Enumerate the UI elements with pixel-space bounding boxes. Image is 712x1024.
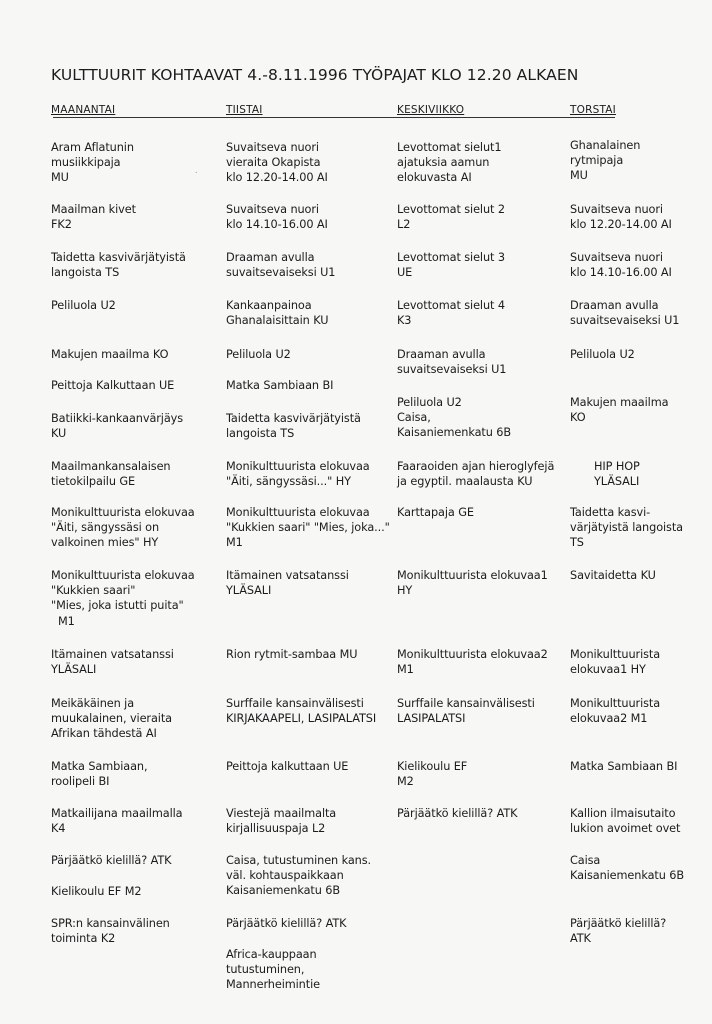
tuesday-entry: Rion rytmit-sambaa MU: [226, 648, 358, 661]
tuesday-entry: Pärjäätkö kielillä? ATK: [226, 917, 347, 930]
header-monday: MAANANTAI: [51, 104, 116, 116]
monday-entry: Pärjäätkö kielillä? ATK: [51, 854, 172, 867]
wednesday-entry: Peliluola U2 Caisa, Kaisaniemenkatu 6B: [397, 396, 512, 440]
wednesday-entry: Levottomat sielut 3 UE: [397, 251, 505, 280]
wednesday-entry: Monikulttuurista elokuvaa1 HY: [397, 569, 548, 598]
header-wednesday: KESKIVIIKKO: [397, 104, 465, 116]
tuesday-entry: Matka Sambiaan BI: [226, 379, 334, 392]
tuesday-entry: Viestejä maailmalta kirjallisuuspaja L2: [226, 807, 337, 836]
wednesday-entry: Karttapaja GE: [397, 506, 474, 519]
monday-entry: SPR:n kansainvälinen toiminta K2: [51, 917, 170, 946]
monday-entry: Monikulttuurista elokuvaa "Äiti, sängyssäsi on valkoinen mies" HY: [51, 506, 195, 550]
thursday-entry: Monikulttuurista elokuvaa1 HY: [570, 648, 661, 677]
tuesday-entry: Taidetta kasvivärjätyistä langoista TS: [226, 412, 361, 441]
thursday-entry: Ghanalainen rytmipaja MU: [570, 139, 641, 183]
monday-entry: Itämainen vatsatanssi YLÄSALI: [51, 648, 174, 677]
monday-entry: Peittoja Kalkuttaan UE: [51, 379, 175, 392]
wednesday-entry: Levottomat sielut 4 K3: [397, 299, 505, 328]
tuesday-entry: Surffaile kansainvälisesti KIRJAKAAPELI, LASIPALATSI: [226, 697, 377, 726]
tuesday-entry: Peittoja kalkuttaan UE: [226, 760, 349, 773]
tuesday-entry: Kankaanpainoa Ghanalaisittain KU: [226, 299, 329, 328]
monday-entry: Aram Aflatunin musiikkipaja MU: [51, 141, 134, 185]
stray-mark: ˙: [194, 172, 199, 182]
thursday-entry: Suvaitseva nuori klo 14.10-16.00 AI: [570, 251, 672, 280]
header-tuesday: TIISTAI: [226, 104, 263, 116]
thursday-entry: Monikulttuurista elokuvaa2 M1: [570, 697, 661, 726]
wednesday-entry: Monikulttuurista elokuvaa2 M1: [397, 648, 548, 677]
monday-entry: Taidetta kasvivärjätyistä langoista TS: [51, 251, 186, 280]
thursday-entry: Suvaitseva nuori klo 12.20-14.00 AI: [570, 203, 672, 232]
monday-entry: Maailman kivet FK2: [51, 203, 136, 232]
wednesday-entry: Levottomat sielut 2 L2: [397, 203, 505, 232]
tuesday-entry: Suvaitseva nuori klo 14.10-16.00 AI: [226, 203, 328, 232]
tuesday-entry: Africa-kauppaan tutustuminen, Mannerheimintie: [226, 948, 320, 992]
thursday-entry: HIP HOP YLÄSALI: [594, 460, 640, 489]
monday-entry: Makujen maailma KO: [51, 348, 169, 361]
thursday-entry: Caisa Kaisaniemenkatu 6B: [570, 854, 685, 883]
thursday-entry: Kallion ilmaisutaito lukion avoimet ovet: [570, 807, 681, 836]
monday-entry: Matka Sambiaan, roolipeli BI: [51, 760, 148, 789]
monday-entry: Peliluola U2: [51, 299, 116, 312]
thursday-entry: Peliluola U2: [570, 348, 635, 361]
tuesday-entry: Draaman avulla suvaitsevaiseksi U1: [226, 251, 336, 280]
monday-entry: Batiikki-kankaanvärjäys KU: [51, 412, 184, 441]
tuesday-entry: Peliluola U2: [226, 348, 291, 361]
thursday-entry: Pärjäätkö kielillä? ATK: [570, 917, 667, 946]
wednesday-entry: Faaraoiden ajan hieroglyfejä ja egyptil. maalausta KU: [397, 460, 555, 489]
tuesday-entry: Suvaitseva nuori vieraita Okapista klo 12.20-14.00 AI: [226, 141, 328, 185]
tuesday-entry: Caisa, tutustuminen kans. väl. kohtauspaikkaan Kaisaniemenkatu 6B: [226, 854, 371, 898]
tuesday-entry: Monikulttuurista elokuvaa "Kukkien saari" "Mies, joka..." M1: [226, 506, 390, 550]
monday-entry: Kielikoulu EF M2: [51, 885, 142, 898]
thursday-entry: Draaman avulla suvaitsevaiseksi U1: [570, 299, 680, 328]
monday-entry: Monikulttuurista elokuvaa "Kukkien saari" "Mies, joka istutti puita" M1: [51, 569, 195, 628]
thursday-entry: Taidetta kasvi- värjätyistä langoista TS: [570, 506, 683, 550]
wednesday-entry: Levottomat sielut1 ajatuksia aamun elokuvasta AI: [397, 141, 502, 185]
wednesday-entry: Pärjäätkö kielillä? ATK: [397, 807, 518, 820]
wednesday-entry: Kielikoulu EF M2: [397, 760, 468, 789]
thursday-entry: Savitaidetta KU: [570, 569, 656, 582]
thursday-entry: Matka Sambiaan BI: [570, 760, 678, 773]
tuesday-entry: Itämainen vatsatanssi YLÄSALI: [226, 569, 349, 598]
page-title: KULTTUURIT KOHTAAVAT 4.-8.11.1996 TYÖPAJAT KLO 12.20 ALKAEN: [51, 66, 579, 84]
header-thursday: TORSTAI: [570, 104, 616, 116]
wednesday-entry: Draaman avulla suvaitsevaiseksi U1: [397, 348, 507, 377]
monday-entry: Maailmankansalaisen tietokilpailu GE: [51, 460, 171, 489]
wednesday-entry: Surffaile kansainvälisesti LASIPALATSI: [397, 697, 535, 726]
monday-entry: Meikäkäinen ja muukalainen, vieraita Afrikan tähdestä AI: [51, 697, 172, 741]
monday-entry: Matkailijana maailmalla K4: [51, 807, 183, 836]
header-rule: [53, 117, 615, 118]
thursday-entry: Makujen maailma KO: [570, 396, 669, 425]
tuesday-entry: Monikulttuurista elokuvaa "Äiti, sängyssäsi..." HY: [226, 460, 370, 489]
